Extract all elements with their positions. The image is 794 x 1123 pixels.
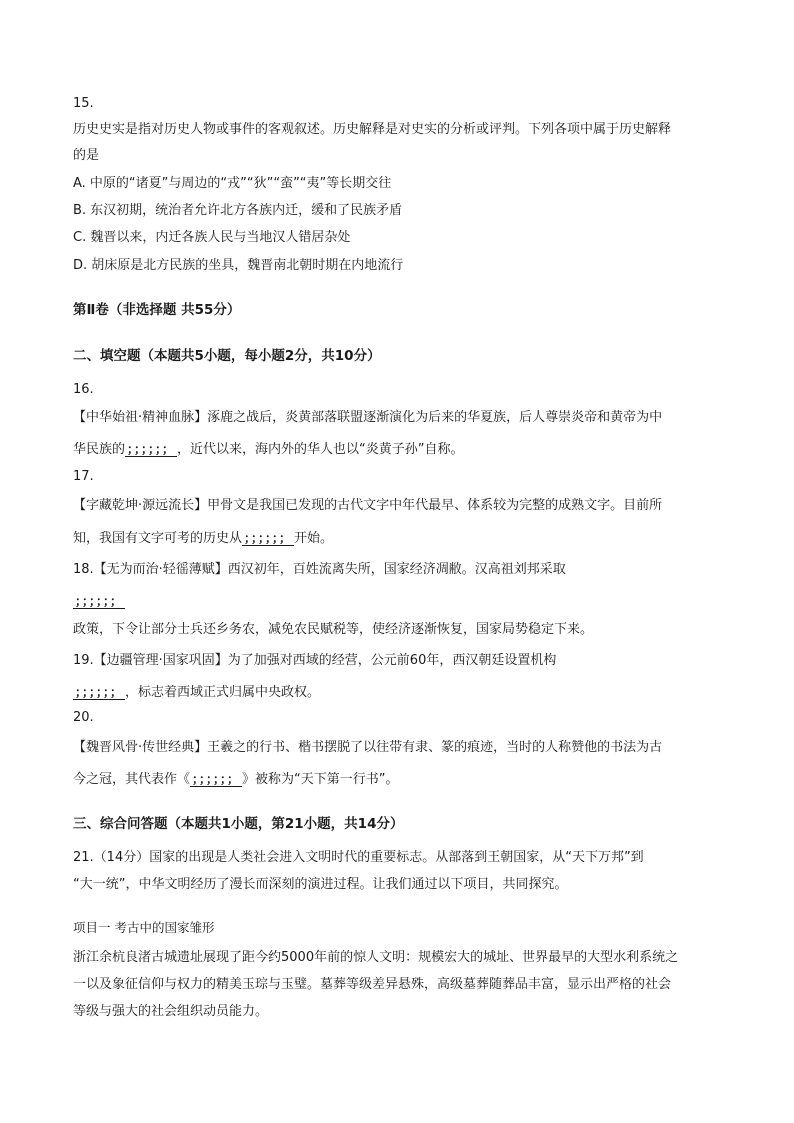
q16-line2: [73, 440, 464, 460]
q18-line1: 18.【无为而治·轻徭薄赋】西汉初年，百姓流离失所，国家经济凋敝。汉高祖刘邦采取: [73, 562, 566, 577]
q15-stem-line1: 历史史实是指对历史人物或事件的客观叙述。历史解释是对史实的分析或评判。下列各项中属于历史解释: [73, 122, 672, 137]
q21-line1: 21.（14分）国家的出现是人类社会进入文明时代的重要标志。从部落到王朝国家，从“天下万邦”到: [73, 850, 644, 865]
q16-answer-blank[interactable]: ；；；；；；: [127, 442, 176, 456]
q20-line2-post: 》被称为“天下第一行书”。: [242, 772, 399, 787]
section2-title: 二、填空题（本题共5小题，每小题2分，共10分）: [73, 348, 381, 364]
q17-number: 17.: [73, 469, 94, 484]
q15-option-a[interactable]: A. 中原的“诸夏”与周边的“戎”“狄”“蛮”“夷”等长期交往: [73, 176, 392, 191]
q19-line2: [73, 683, 320, 703]
q20-number: 20.: [73, 710, 94, 725]
q16-line1: 【中华始祖·精神血脉】涿鹿之战后，炎黄部落联盟逐渐演化为后来的华夏族，后人尊崇炎帝和黄帝为中: [73, 410, 663, 425]
q17-line2-post: 开始。: [294, 531, 334, 546]
q17-line2: [73, 529, 333, 549]
q16-number: 16.: [73, 382, 94, 397]
q16-line2-post: ，近代以来，海内外的华人也以“炎黄子孙”自称。: [177, 442, 464, 457]
q16-line2-pre: 华民族的: [73, 442, 126, 457]
section3-title: 三、综合问答题（本题共1小题，第21小题，共14分）: [73, 816, 404, 832]
q20-line2-pre: 今之冠，其代表作《: [73, 772, 191, 787]
q20-line1: 【魏晋风骨·传世经典】王羲之的行书、楷书摆脱了以往带有隶、篆的痕迹，当时的人称赞他的书法为古: [73, 740, 663, 755]
q19-answer-blank[interactable]: ；；；；；；: [75, 685, 124, 699]
q19-line1: 19.【边疆管理·国家巩固】为了加强对西域的经营，公元前60年，西汉朝廷设置机构: [73, 653, 557, 668]
q17-answer-blank[interactable]: ；；；；；；: [244, 531, 293, 545]
project1-title: 项目一 考古中的国家雏形: [73, 920, 215, 935]
part2-title: 第Ⅱ卷（非选择题 共55分）: [73, 302, 241, 318]
q15-option-d[interactable]: D. 胡床原是北方民族的坐具，魏晋南北朝时期在内地流行: [73, 258, 404, 273]
project1-para-line3: 等级与强大的社会组织动员能力。: [73, 1004, 269, 1019]
q20-answer-blank[interactable]: ；；；；；；: [192, 772, 241, 786]
q17-line1: 【字藏乾坤·源远流长】甲骨文是我国已发现的古代文字中年代最早、体系较为完整的成熟文字。目前所: [73, 498, 663, 513]
project1-para-line2: 一以及象征信仰与权力的精美玉琮与玉璧。墓葬等级差异悬殊，高级墓葬随葬品丰富，显示出严格的社会: [73, 977, 672, 992]
q15-option-b[interactable]: B. 东汉初期，统治者允许北方各族内迁，缓和了民族矛盾: [73, 203, 403, 218]
q20-line2: [73, 770, 399, 790]
q19-line2-post: ，标志着西域正式归属中央政权。: [125, 685, 321, 700]
q17-line2-pre: 知，我国有文字可考的历史从: [73, 531, 243, 546]
q18-answer-blank[interactable]: ；；；；；；: [75, 594, 124, 608]
q15-stem-line2: 的是: [73, 148, 100, 163]
q21-line2: “大一统”，中华文明经历了漫长而深刻的演进过程。让我们通过以下项目，共同探究。: [73, 877, 568, 892]
q18-line2: [73, 592, 125, 612]
project1-para-line1: 浙江余杭良渚古城遗址展现了距今约5000年前的惊人文明：规模宏大的城址、世界最早的大型水利系统之: [73, 950, 679, 965]
q15-option-c[interactable]: C. 魏晋以来，内迁各族人民与当地汉人错居杂处: [73, 230, 351, 245]
q18-line3: 政策，下令让部分士兵还乡务农，减免农民赋税等，使经济逐渐恢复，国家局势稳定下来。: [73, 622, 594, 637]
q15-number: 15.: [73, 96, 94, 111]
